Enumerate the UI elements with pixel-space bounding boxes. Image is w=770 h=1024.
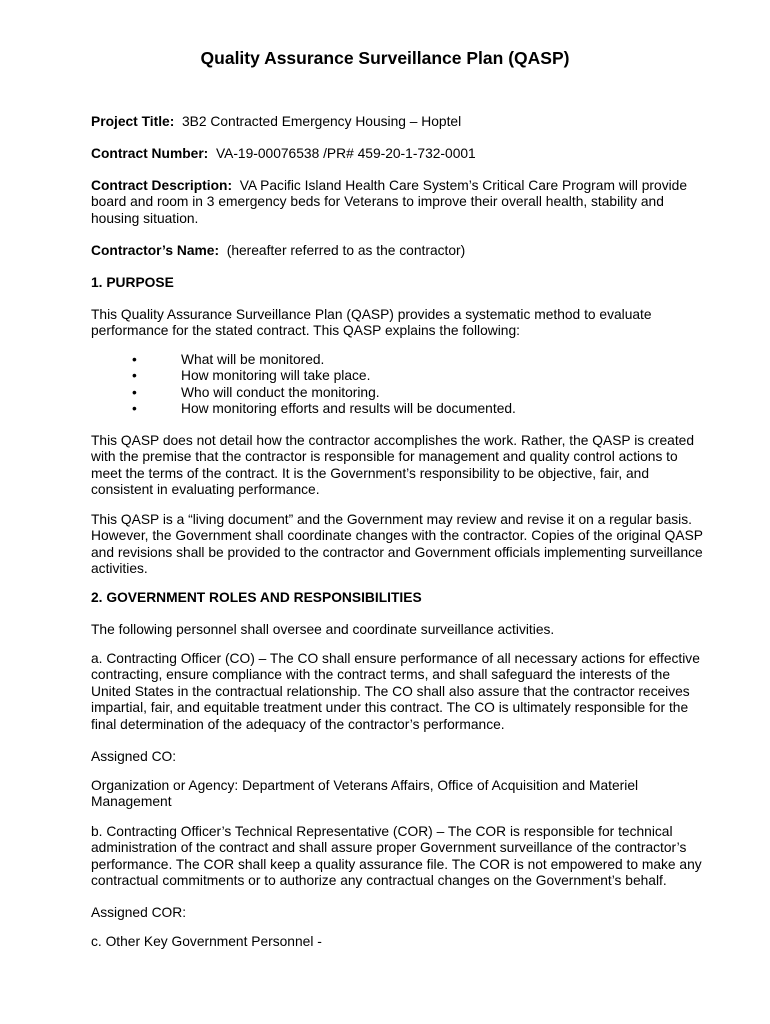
section-1-paragraph-2: This QASP does not detail how the contractor accomplishes the work. Rather, the QASP is created with the premise that the contractor is responsible for management and quality control actions to meet the terms of the contract. It is the Government’s responsibility to be objective, fair, and consistent in evaluating performance. bbox=[91, 433, 695, 498]
section-1-heading: 1. PURPOSE bbox=[91, 275, 174, 290]
document-title: Quality Assurance Surveillance Plan (QASP) bbox=[200, 48, 570, 68]
contracting-officer-paragraph: a. Contracting Officer (CO) – The CO shall ensure performance of all necessary actions for effective contracting, ensure compliance with the contract terms, and shall safeguard the interests of the United States in the contractual relationship. The CO shall also assure that the contractor receives impartial, fair, and equitable treatment under this contract. The CO is ultimately responsible for the final determination of the adequacy of the contractor’s performance. bbox=[91, 651, 700, 732]
bullet-icon: • bbox=[132, 368, 137, 384]
contractor-name-value: (hereafter referred to as the contractor) bbox=[226, 243, 466, 258]
other-personnel-line: c. Other Key Government Personnel - bbox=[91, 934, 322, 949]
project-title-label: Project Title: bbox=[91, 114, 175, 129]
contractor-name-label: Contractor’s Name: bbox=[91, 243, 220, 258]
project-title-line bbox=[91, 114, 709, 130]
contract-description-paragraph bbox=[91, 178, 709, 227]
section-2-heading: 2. GOVERNMENT ROLES AND RESPONSIBILITIES bbox=[91, 590, 422, 605]
contractor-name-line bbox=[91, 243, 709, 259]
contract-number-label: Contract Number: bbox=[91, 146, 209, 161]
list-item: • What will be monitored. bbox=[132, 352, 325, 367]
bullet-icon: • bbox=[132, 401, 137, 417]
contract-description-label: Contract Description: bbox=[91, 178, 233, 193]
project-title-value: 3B2 Contracted Emergency Housing – Hoptel bbox=[182, 114, 462, 129]
assigned-cor-line: Assigned COR: bbox=[91, 905, 187, 920]
contract-description-value: VA Pacific Island Health Care System’s Critical Care Program will provide board and room in 3 emergency beds for Veterans to improve their overall health, stability and housing situation. bbox=[91, 178, 688, 226]
bullet-icon: • bbox=[132, 384, 137, 400]
organization-paragraph: Organization or Agency: Department of Veterans Affairs, Office of Acquisition and Materiel Management bbox=[91, 778, 639, 810]
section-2-intro: The following personnel shall oversee and coordinate surveillance activities. bbox=[91, 622, 555, 637]
bullet-icon: • bbox=[132, 352, 137, 367]
monitoring-bullet-list bbox=[91, 352, 709, 418]
assigned-co-line: Assigned CO: bbox=[91, 749, 177, 764]
list-item: • How monitoring efforts and results will be documented. bbox=[132, 401, 516, 417]
contract-number-value: VA-19-00076538 /PR# 459-20-1-732-0001 bbox=[215, 146, 476, 161]
list-item: • How monitoring will take place. bbox=[132, 368, 371, 384]
contract-number-line bbox=[91, 146, 709, 162]
section-1-paragraph-3: This QASP is a “living document” and the Government may review and revise it on a regular basis. However, the Government shall coordinate changes with the contractor. Copies of the original QASP and revisions shall be provided to the contractor and Government officials implementing surveillance activities. bbox=[91, 512, 703, 577]
cor-paragraph: b. Contracting Officer’s Technical Representative (COR) – The COR is responsible for technical administration of the contract and shall assure proper Government surveillance of the contractor’s performance. The COR shall keep a quality assurance file. The COR is not empowered to make any contractual commitments or to authorize any contractual changes on the Government’s behalf. bbox=[91, 824, 702, 889]
section-1-intro: This Quality Assurance Surveillance Plan (QASP) provides a systematic method to evaluate performance for the stated contract. This QASP explains the following: bbox=[91, 307, 652, 339]
list-item: • Who will conduct the monitoring. bbox=[132, 384, 380, 400]
